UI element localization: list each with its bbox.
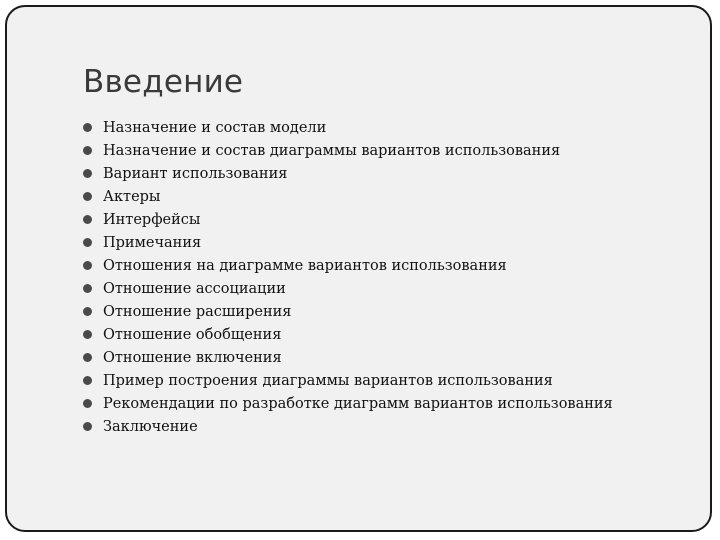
bullet-item bbox=[83, 301, 613, 324]
bullet-item bbox=[83, 370, 613, 393]
bullet-text: Интерфейсы bbox=[103, 212, 201, 228]
bullet-item bbox=[83, 255, 613, 278]
bullet-item bbox=[83, 347, 613, 370]
bullet-text: Отношение ассоциации bbox=[103, 281, 286, 297]
bullet-text: Актеры bbox=[103, 189, 161, 205]
bullet-item bbox=[83, 163, 613, 186]
bullet-item bbox=[83, 232, 613, 255]
bullet-item bbox=[83, 209, 613, 232]
bullet-dot-icon bbox=[83, 238, 92, 247]
bullet-dot-icon bbox=[83, 307, 92, 316]
bullet-dot-icon bbox=[83, 261, 92, 270]
slide bbox=[5, 5, 712, 532]
bullet-dot-icon bbox=[83, 146, 92, 155]
bullet-item bbox=[83, 393, 613, 416]
bullet-text: Рекомендации по разработке диаграмм вариантов использования bbox=[103, 396, 613, 412]
bullet-text: Отношение расширения bbox=[103, 304, 292, 320]
bullet-text: Назначение и состав модели bbox=[103, 120, 327, 136]
bullet-dot-icon bbox=[83, 192, 92, 201]
bullet-dot-icon bbox=[83, 399, 92, 408]
bullet-item bbox=[83, 324, 613, 347]
bullet-text: Вариант использования bbox=[103, 166, 288, 182]
bullet-item bbox=[83, 140, 613, 163]
bullet-dot-icon bbox=[83, 123, 92, 132]
bullet-item bbox=[83, 186, 613, 209]
bullet-text: Отношение включения bbox=[103, 350, 282, 366]
bullet-text: Пример построения диаграммы вариантов использования bbox=[103, 373, 553, 389]
bullet-dot-icon bbox=[83, 284, 92, 293]
bullet-dot-icon bbox=[83, 215, 92, 224]
bullet-list bbox=[83, 117, 613, 439]
bullet-text: Примечания bbox=[103, 235, 202, 251]
bullet-dot-icon bbox=[83, 330, 92, 339]
bullet-text: Отношение обобщения bbox=[103, 327, 282, 343]
bullet-text: Назначение и состав диаграммы вариантов использования bbox=[103, 143, 561, 159]
bullet-dot-icon bbox=[83, 353, 92, 362]
bullet-text: Отношения на диаграмме вариантов использования bbox=[103, 258, 507, 274]
bullet-text: Заключение bbox=[103, 419, 198, 435]
bullet-item bbox=[83, 278, 613, 301]
bullet-dot-icon bbox=[83, 422, 92, 431]
bullet-item bbox=[83, 117, 613, 140]
bullet-item bbox=[83, 416, 613, 439]
bullet-dot-icon bbox=[83, 376, 92, 385]
slide-title: Введение bbox=[83, 64, 244, 100]
bullet-dot-icon bbox=[83, 169, 92, 178]
